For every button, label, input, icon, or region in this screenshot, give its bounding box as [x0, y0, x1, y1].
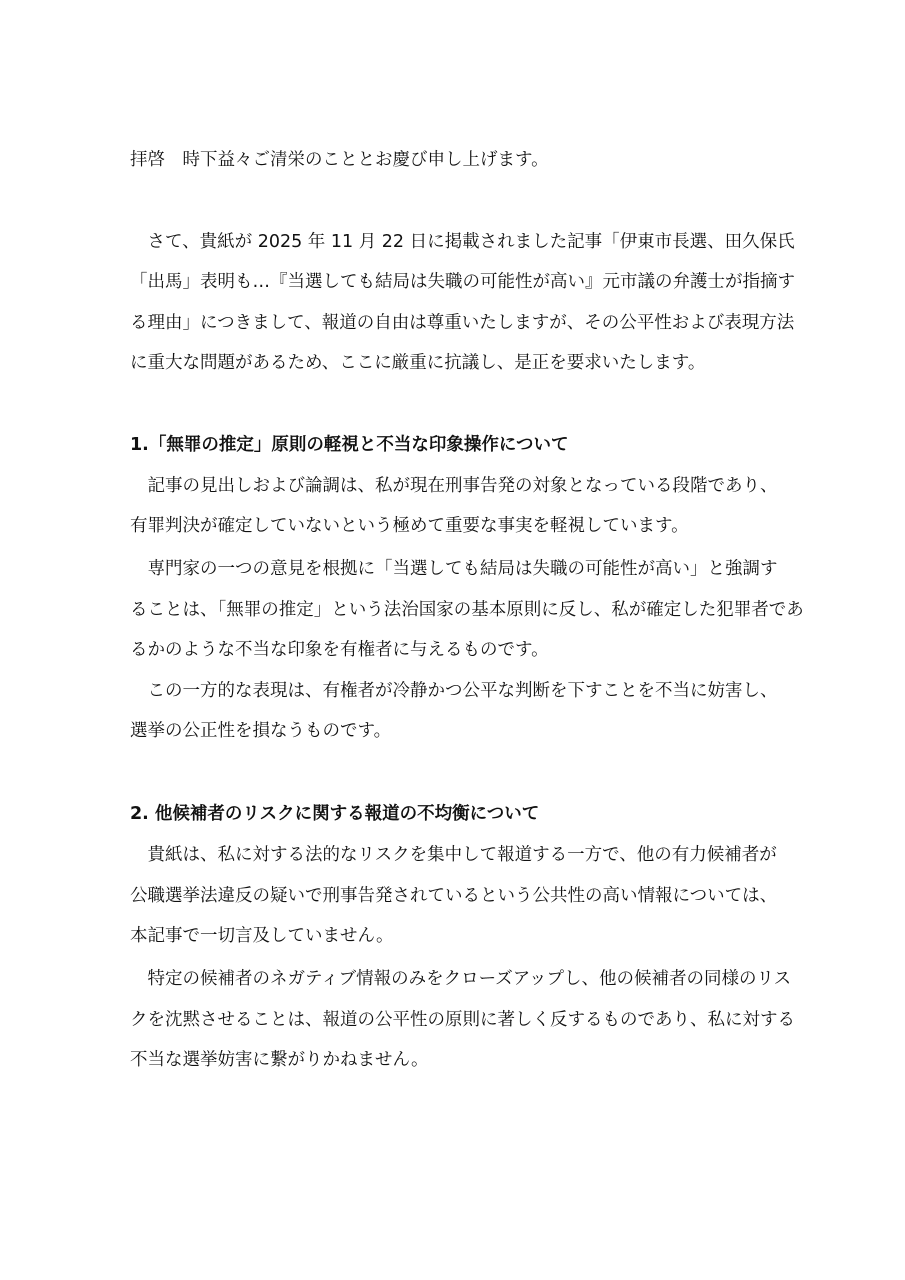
section1-line: ることは、「無罪の推定」という法治国家の基本原則に反し、私が確定した犯罪者であ [130, 600, 804, 620]
section1-line: るかのような不当な印象を有権者に与えるものです。 [130, 640, 549, 660]
section1-heading: 1.「無罪の推定」原則の軽視と不当な印象操作について [130, 435, 569, 455]
section2-line: 不当な選挙妨害に繋がりかねません。 [130, 1050, 429, 1070]
section1-line: この一方的な表現は、有権者が冷静かつ公平な判断を下すことを不当に妨害し、 [130, 681, 778, 701]
intro-line: に重大な問題があるため、ここに厳重に抗議し、是正を要求いたします。 [130, 353, 706, 373]
section1-line: 記事の見出しおよび論調は、私が現在刑事告発の対象となっている段階であり、 [130, 476, 778, 496]
section2-line: 特定の候補者のネガティブ情報のみをクローズアップし、他の候補者の同様のリス [130, 969, 792, 989]
section2-line: 貴紙は、私に対する法的なリスクを集中して報道する一方で、他の有力候補者が [130, 845, 777, 865]
section2-line: クを沈黙させることは、報道の公平性の原則に著しく反するものであり、私に対する [130, 1010, 795, 1030]
section2-heading: 2. 他候補者のリスクに関する報道の不均衡について [130, 804, 540, 824]
section1-line: 専門家の一つの意見を根拠に「当選しても結局は失職の可能性が高い」と強調す [130, 559, 778, 579]
section1-line: 選挙の公正性を損なうものです。 [130, 721, 392, 741]
intro-line: さて、貴紙が 2025 年 11 月 22 日に掲載されました記事「伊東市長選、田久保氏 [130, 232, 795, 252]
greeting-line: 拝啓 時下益々ご清栄のこととお慶び申し上げます。 [130, 150, 549, 170]
intro-line: る理由」につきまして、報道の自由は尊重いたしますが、その公平性および表現方法 [130, 313, 795, 333]
section2-line: 本記事で一切言及していません。 [130, 926, 394, 946]
section1-line: 有罪判決が確定していないという極めて重要な事実を軽視しています。 [130, 516, 689, 536]
section2-line: 公職選挙法違反の疑いで刑事告発されているという公共性の高い情報については、 [130, 886, 778, 906]
intro-line: 「出馬」表明も…『当選しても結局は失職の可能性が高い』元市議の弁護士が指摘す [130, 272, 795, 292]
